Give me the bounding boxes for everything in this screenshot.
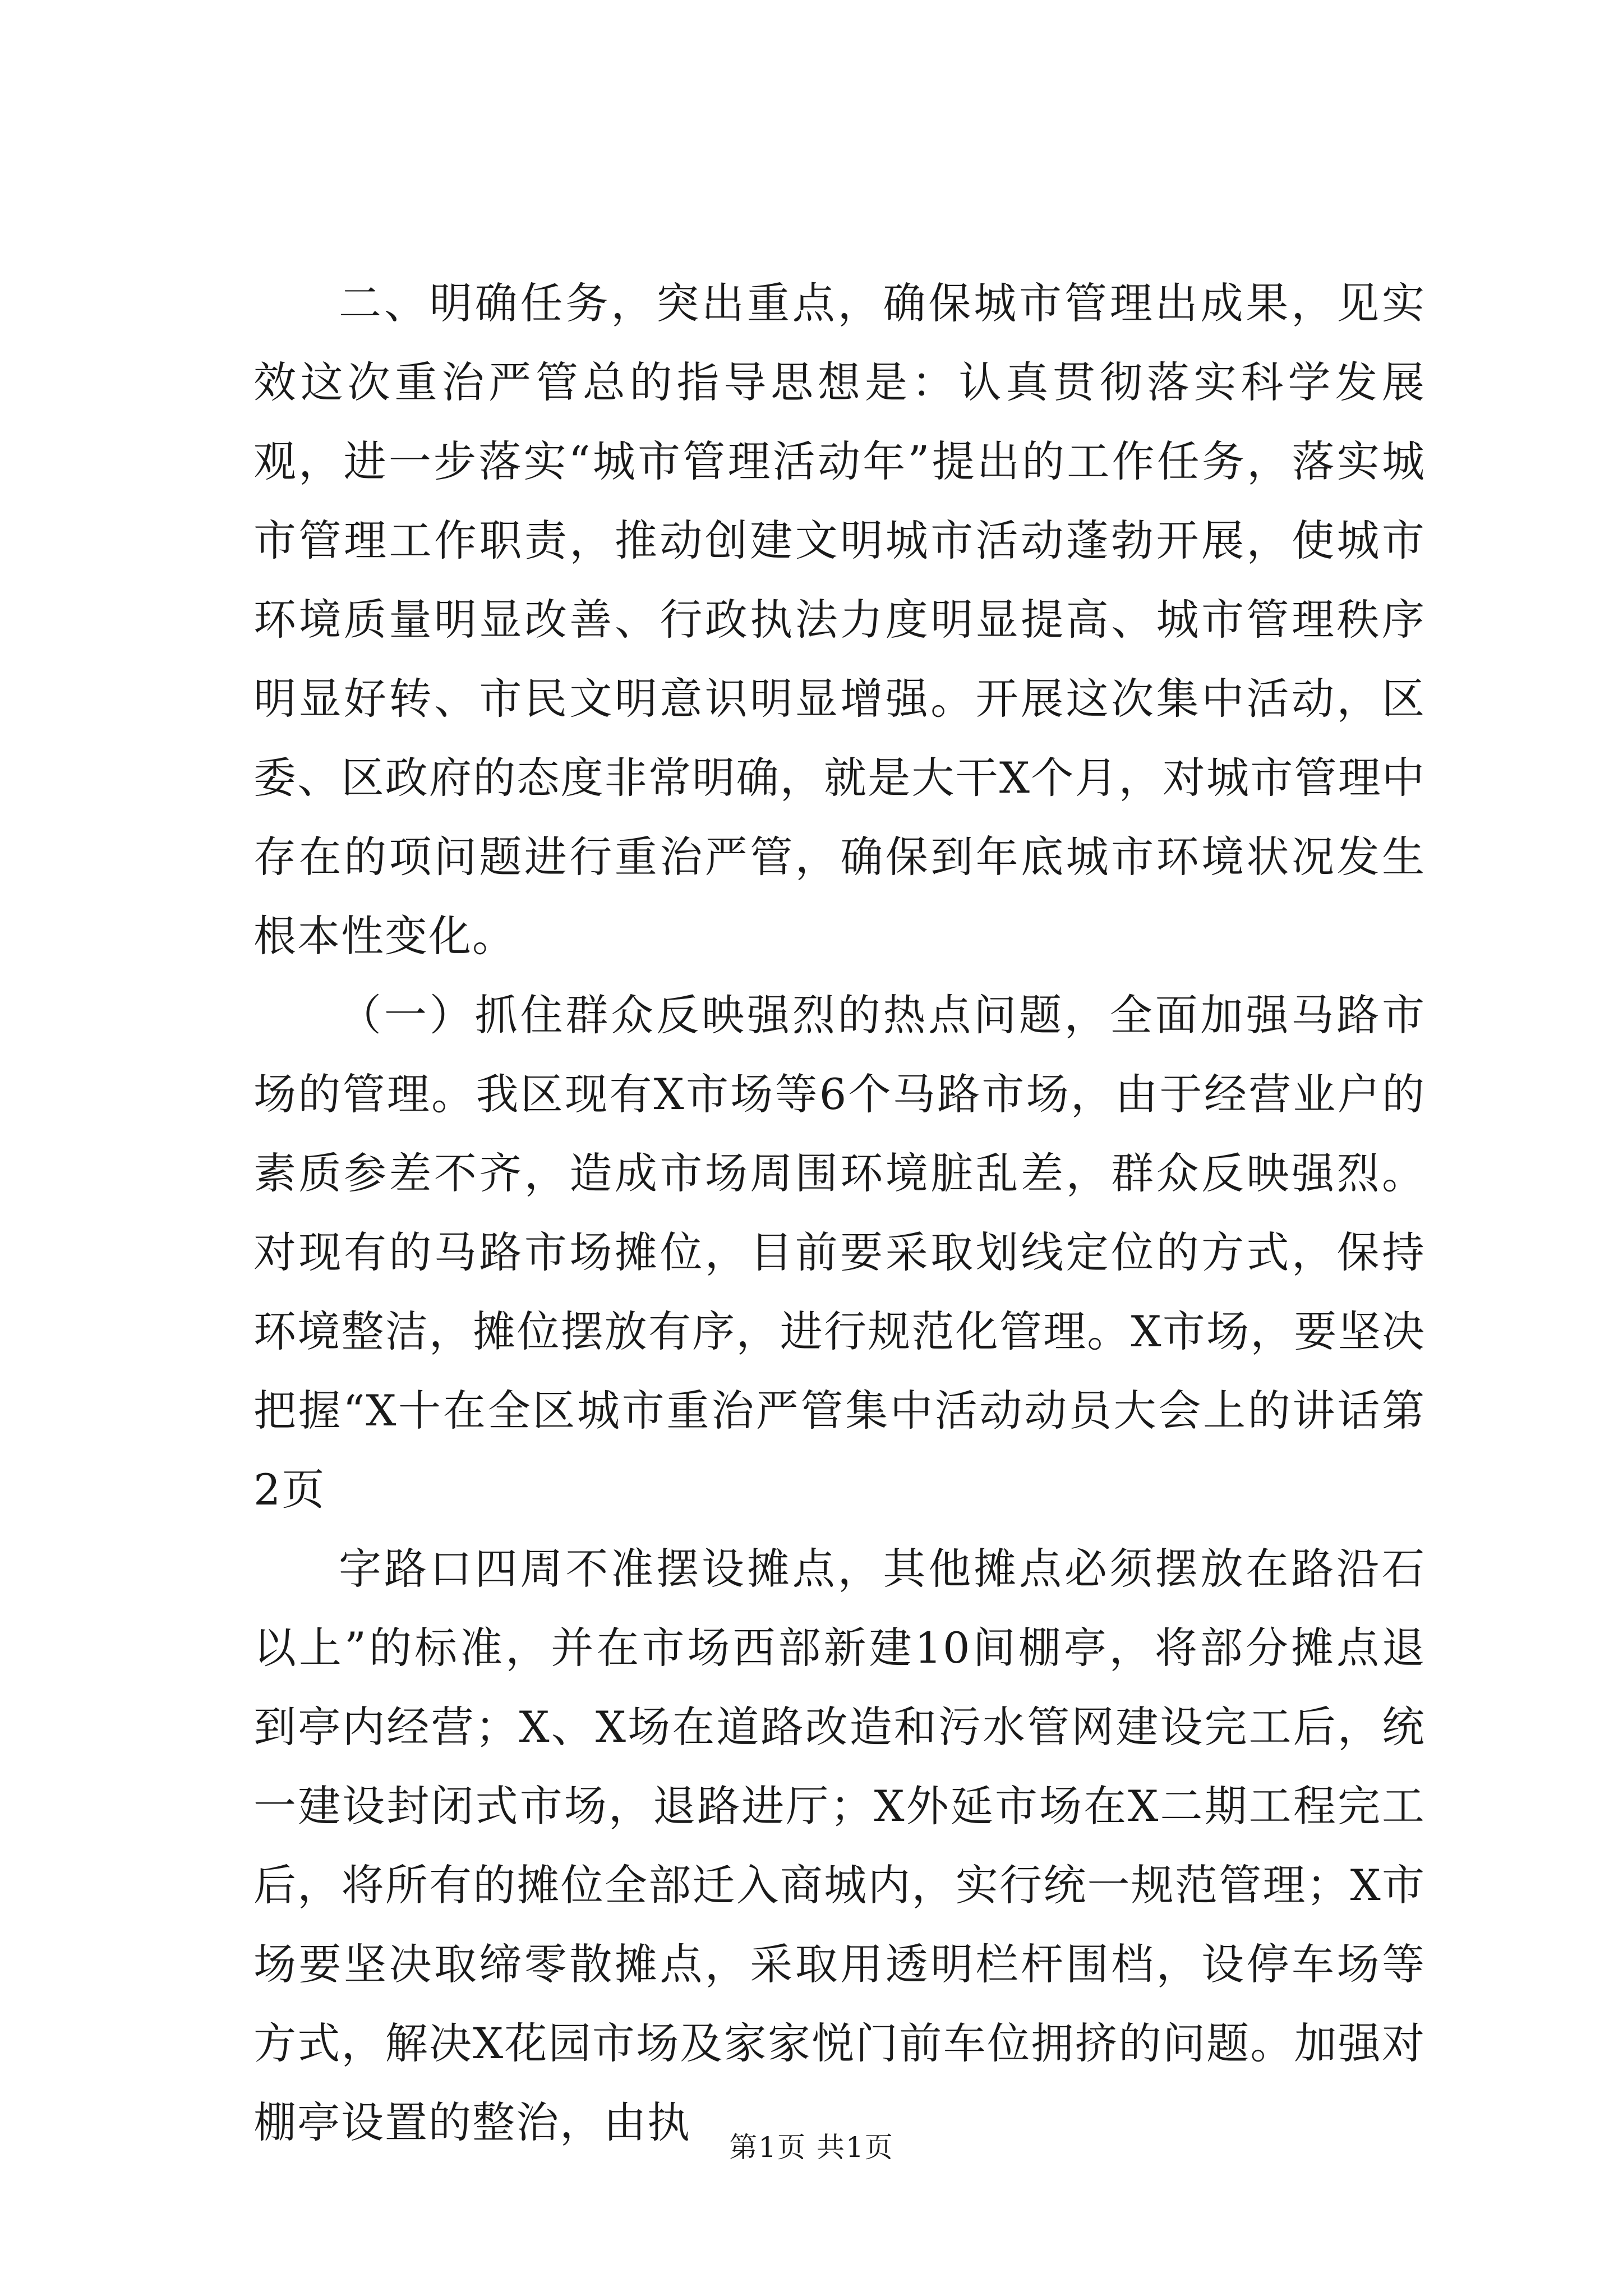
page-footer: 第1页 共1页 bbox=[729, 2131, 894, 2164]
paragraph-market-management: （一）抓住群众反映强烈的热点问题，全面加强马路市场的管理。我区现有X市场等6个马路市场，由于经营业户的素质参差不齐，造成市场周围环境脏乱差，群众反映强烈。对现有的马路市场摊位，目前要采取划线定位的方式，保持环境整洁，摊位摆放有序，进行规范化管理。X市场，要坚决把握“X十在全区城市重治严管集中活动动员大会上的讲话第2页 bbox=[253, 990, 1426, 1515]
paragraph-task-overview: 二、明确任务，突出重点，确保城市管理出成果，见实效这次重治严管总的指导思想是：认真贯彻落实科学发展观，进一步落实“城市管理活动年”提出的工作任务，落实城市管理工作职责，推动创建文明城市活动蓬勃开展，使城市环境质量明显改善、行政执法力度明显提高、城市管理秩序明显好转、市民文明意识明显增强。开展这次集中活动，区委、区政府的态度非常明确，就是大干X个月，对城市管理中存在的项问题进行重治严管，确保到年底城市环境状况发生根本性变化。 bbox=[253, 278, 1426, 961]
document-body bbox=[253, 264, 1426, 2162]
paragraph-market-standards: 字路口四周不准摆设摊点，其他摊点必须摆放在路沿石以上”的标准，并在市场西部新建10间棚亭，将部分摊点退到亭内经营；X、X场在道路改造和污水管网建设完工后，统一建设封闭式市场，退路进厅；X外延市场在X二期工程完工后，将所有的摊位全部迁入商城内，实行统一规范管理；X市场要坚决取缔零散摊点，采取用透明栏杆围档，设停车场等方式，解决X花园市场及家家悦门前车位拥挤的问题。加强对棚亭设置的整治，由执 bbox=[253, 1544, 1426, 2147]
